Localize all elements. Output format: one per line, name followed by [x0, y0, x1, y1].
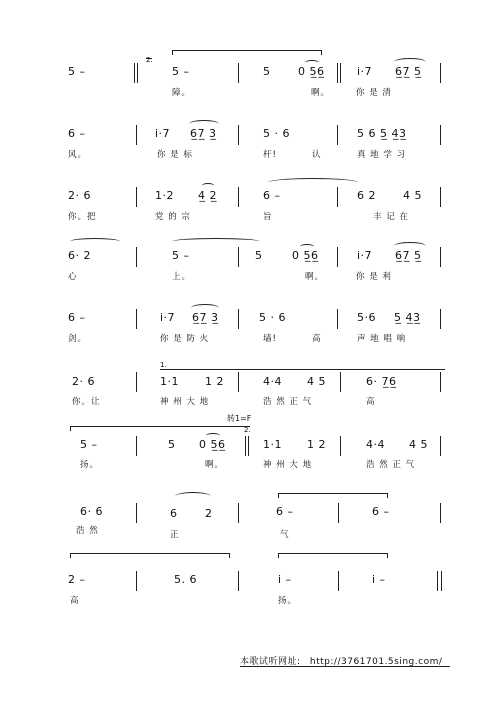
slur [268, 178, 358, 187]
note-group: i·7 [357, 65, 373, 78]
note-group: 4 5 [307, 375, 326, 388]
lyric: 气 [280, 530, 290, 540]
barline [136, 503, 137, 523]
note-group: 5 · 6 [263, 127, 290, 140]
lyric: 杆! [263, 150, 277, 160]
barline [136, 372, 137, 392]
barline [440, 187, 441, 207]
barline [440, 436, 441, 456]
staff-row-2 [0, 110, 500, 170]
barline [440, 63, 441, 83]
note-group: 5·6 [357, 311, 376, 324]
note-group: 4 5 [403, 189, 422, 202]
note-group: 2 – [68, 573, 86, 586]
note-group: 5 – [172, 65, 190, 78]
note-group: 5 [255, 249, 263, 262]
bracket-end [387, 553, 388, 558]
note-group: 6· 6 [80, 505, 103, 518]
lyric: 你 是 清 [356, 88, 392, 98]
barline [134, 63, 135, 83]
slur [202, 183, 214, 188]
lyric: 你。把 [68, 212, 97, 222]
lyric: 丰 记 在 [373, 212, 409, 222]
volta-1-label: 1. [160, 361, 167, 369]
barline [340, 436, 341, 456]
note-group: 5 – [80, 438, 98, 451]
note-group: 1·1 [160, 375, 179, 388]
barline [238, 372, 239, 392]
note-group: i – [372, 573, 386, 586]
bracket-end [70, 426, 71, 431]
lyric: 浩 然 正 气 [366, 460, 416, 470]
footer-label: 本歌试听网址: [240, 657, 301, 667]
note-group: 0 5̲6̲ [292, 249, 319, 262]
lyric: 啊。 [311, 88, 331, 98]
note-group: 5̲ 4̲3̲ [394, 311, 421, 324]
lyric: 啊。 [205, 460, 225, 470]
staff-row-9 [0, 548, 500, 608]
note-group: 5 – [172, 249, 190, 262]
barline [238, 309, 239, 329]
note-group: 6 – [263, 189, 281, 202]
tie-line [70, 553, 230, 554]
staff-row-6 [0, 355, 500, 415]
lyric: 剑。 [68, 334, 88, 344]
staff-row-1 [0, 48, 500, 108]
slur [70, 426, 250, 431]
barline [338, 503, 339, 523]
barline [248, 436, 249, 456]
bracket-end [278, 553, 279, 558]
bracket-end [387, 493, 388, 498]
note-group: 5. 6 [174, 573, 197, 586]
bracket-end [70, 553, 71, 558]
barline [337, 125, 338, 145]
note-group: 5 – [68, 65, 86, 78]
barline [437, 571, 438, 591]
note-group: 5 6 5̲ 4̲3̲ [357, 127, 407, 140]
lyric: 正 [170, 530, 180, 540]
note-group: 4 5 [409, 438, 428, 451]
staff-row-5 [0, 294, 500, 354]
lyric: 障。 [172, 88, 192, 98]
lyric: 浩 然 正 气 [263, 397, 313, 407]
lyric: 高 [366, 397, 376, 407]
tie-line [278, 553, 388, 554]
volta-line [146, 58, 152, 59]
volta-line [160, 369, 445, 370]
lyric: 你 是 标 [157, 150, 193, 160]
barline [440, 503, 441, 523]
barline [238, 247, 239, 267]
barline [136, 187, 137, 207]
slur [172, 238, 260, 245]
note-group: 6· 7̲6̲ [366, 375, 397, 388]
barline [337, 63, 338, 83]
bracket-end [229, 553, 230, 558]
lyric: 啊。 [305, 272, 325, 282]
note-group: 4·4 [263, 375, 282, 388]
barline [238, 503, 239, 523]
barline [441, 571, 442, 591]
note-group: 6 2 [357, 189, 376, 202]
note-group: 6̲7̲ 3̲ [190, 127, 217, 140]
note-group: 4̲ 2̲ [198, 189, 217, 202]
note-group: 6̲7̲ 5̲ [395, 65, 422, 78]
footer-underline [240, 666, 450, 667]
lyric: 高 [70, 596, 80, 606]
lyric: 上。 [172, 272, 192, 282]
staff-row-4 [0, 232, 500, 292]
note-group: 6̲7̲ 5̲ [395, 249, 422, 262]
barline [136, 247, 137, 267]
lyric: 声 地 唱 响 [357, 334, 407, 344]
barline [340, 63, 341, 83]
lyric: 你。让 [72, 397, 101, 407]
lyric: 风。 [68, 150, 88, 160]
volta-2-label: 2. [146, 56, 153, 64]
note-group: 6 – [372, 505, 390, 518]
slur [175, 492, 211, 501]
lyric: 高 [312, 334, 322, 344]
lyric: 墙! [263, 334, 277, 344]
note-group: 1 2 [205, 375, 224, 388]
lyric: 真 地 学 习 [357, 150, 407, 160]
barline [337, 247, 338, 267]
staff-row-7 [0, 414, 500, 474]
note-group: 5 · 6 [259, 311, 286, 324]
barline [137, 63, 138, 83]
note-group: i – [278, 573, 292, 586]
lyric: 旨 [263, 212, 273, 222]
lyric: 你 是 防 火 [160, 334, 210, 344]
barline [136, 309, 137, 329]
lyric: 扬。 [80, 460, 100, 470]
barline [340, 372, 341, 392]
note-group: 2 [205, 507, 213, 520]
bracket-end [278, 493, 279, 498]
note-group: 0 5̲6̲ [199, 438, 226, 451]
note-group: 2· 6 [72, 375, 95, 388]
lyric: 扬。 [278, 596, 298, 606]
staff-row-3 [0, 172, 500, 232]
bracket-end [321, 50, 322, 55]
note-group: 6 – [68, 127, 86, 140]
barline [245, 436, 246, 456]
footer-url[interactable]: http://3761701.5sing.com/ [309, 657, 443, 667]
note-group: i·7 [155, 127, 171, 140]
lyric: 党 的 宗 [155, 212, 191, 222]
barline [238, 63, 239, 83]
barline [338, 571, 339, 591]
barline [238, 187, 239, 207]
note-group: 5 [263, 65, 271, 78]
note-group: 4·4 [366, 438, 385, 451]
key-change-note: 转1=F [227, 414, 252, 423]
note-group: 2· 6 [68, 189, 91, 202]
note-group: 6̲7̲ 3̲ [192, 311, 219, 324]
barline [238, 571, 239, 591]
slur [172, 50, 322, 55]
tie-line [278, 493, 388, 494]
lyric: 心 [68, 272, 78, 282]
note-group: i·7 [160, 311, 176, 324]
slur [70, 238, 120, 245]
note-group: 6 – [68, 311, 86, 324]
note-group: 1 2 [307, 438, 326, 451]
note-group: 1·2 [155, 189, 174, 202]
lyric: 认 [312, 150, 322, 160]
note-group: 1·1 [263, 438, 282, 451]
lyric: 神 州 大 地 [160, 397, 210, 407]
barline [440, 247, 441, 267]
volta-2-label: 2. [244, 426, 251, 434]
barline [136, 436, 137, 456]
barline [337, 309, 338, 329]
barline [136, 125, 137, 145]
note-group: 6 [170, 507, 178, 520]
lyric: 你 是 利 [356, 272, 392, 282]
barline [337, 187, 338, 207]
bracket-end [172, 50, 173, 55]
note-group: 5 [168, 438, 176, 451]
lyric: 神 州 大 地 [263, 460, 313, 470]
note-group: 6· 2 [68, 249, 91, 262]
barline [440, 372, 441, 392]
barline [238, 125, 239, 145]
note-group: 6 – [276, 505, 294, 518]
lyric: 浩 然 [76, 526, 99, 536]
barline [440, 125, 441, 145]
note-group: i·7 [357, 249, 373, 262]
barline [440, 309, 441, 329]
staff-row-8 [0, 478, 500, 538]
barline [136, 571, 137, 591]
note-group: 0 5̲6̲ [298, 65, 325, 78]
